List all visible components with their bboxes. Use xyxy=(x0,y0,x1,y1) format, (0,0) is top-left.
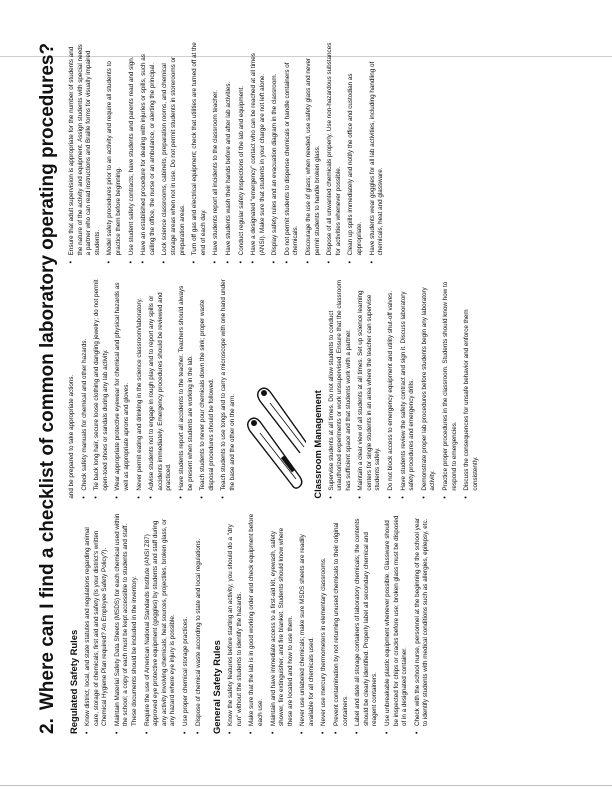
list-item: • Have an established procedure for dealing with injuries or spills, such as calling the office, the nurse or an ambulance, or alerting the principal. xyxy=(140,42,157,263)
general-rules-list xyxy=(227,513,431,734)
list-item: • Have students review the safety contract and sign it. Discuss laboratory safety procedures and emergency drills. xyxy=(400,277,417,498)
list-item: • Never use mercury thermometers in elementary classrooms. xyxy=(320,513,329,734)
list-item: • Maintain and have immediate access to a first-aid kit, eyewash, safety shower, fire extinguisher, and fire blanket. Students should know where these are located and how to use them. xyxy=(270,513,296,734)
list-item: • Turn off gas and electrical equipment; check that utilities are turned off at the end of each day. xyxy=(191,42,208,263)
list-item: • Advise students not to engage in rough play and to report any spills or accidents immediately. Emergency procedures should be reviewed and practiced. xyxy=(148,277,174,498)
list-item: • Use proper chemical storage practices. xyxy=(182,513,191,734)
list-item: • Discuss the consequences for unsafe behavior and enforce them consistently. xyxy=(463,277,480,498)
list-item: • Discourage the use of glass; when needed, use safety glass and never permit students to handle broken glass. xyxy=(305,42,322,263)
list-item: • Teach students to use tongs and to carry a microscope with one hand under the base and the other on the arm. xyxy=(220,277,237,498)
list-item: • Tie back long hair, secure loose clothing and dangling jewelry; do not permit open-toed shoes or sandals during any lab activity. xyxy=(93,277,110,498)
list-item: • Demonstrate proper lab procedures before students begin any laboratory activity. xyxy=(421,277,438,498)
list-item: • Maintain a clear view of all students at all times. Set up science learning centers for single students in an area where the teacher can supervise students safely. xyxy=(357,277,383,498)
list-item: • Dispose of chemical waste according to state and local regulations. xyxy=(195,513,204,734)
list-item: • Do not permit students to dispense chemicals or handle containers of chemicals. xyxy=(284,42,301,263)
list-item: • Use unbreakable plastic equipment whenever possible. Glassware should be inspected for chips or cracks before use; broken glass must be disposed of in a designated container. xyxy=(384,513,410,734)
column-3 xyxy=(68,42,588,263)
list-item: • Ensure that adult supervision is appropriate for the number of students and the nature of the activity and equipment. Assign students with special needs a partner who can read instructions and Braille forms for visually impaired students. xyxy=(68,42,102,263)
list-item: and be prepared to take appropriate actions. xyxy=(68,374,75,499)
bottom-divider xyxy=(0,785,612,786)
list-item: • Have students report all accidents to the teacher. Teachers should always be present when students are working in the lab. xyxy=(178,277,195,498)
list-item: • Wear appropriate protective eyewear for chemical and physical hazards as well as appropriate aprons and gloves. xyxy=(114,277,131,498)
list-item: • Supervise students at all times. Do not allow students to conduct unauthorized experiments or work unsupervised. Ensure that the classroom has sufficient space and that students work with a partner. xyxy=(328,277,354,498)
list-item: • Do not block access to emergency equipment and utility shut-off valves. xyxy=(387,277,396,498)
regulated-rules-list xyxy=(84,513,203,734)
list-item: • Require the use of American National Standards Institute (ANSI Z87) approved eye protective equipment (goggles) by students and staff during any activity involving chemicals, heat sources, projectiles, broken glass, or any hazard where eye injury is possible. xyxy=(144,513,178,734)
classroom-management-continued-list xyxy=(68,42,386,263)
rotated-page xyxy=(36,42,596,734)
section-title-classroom: Classroom Management xyxy=(311,390,323,499)
test-tubes-icon xyxy=(242,373,306,493)
section-title-general: General Safety Rules xyxy=(211,640,223,734)
list-item: • Teach students to never pour chemicals down the sink; proper waste disposal procedures should be followed. xyxy=(199,277,216,498)
list-item: • Know the safety features before starting an activity; you should do a "dry run" without the students to identify the hazards. xyxy=(227,513,244,734)
list-item: • Check safety manuals for chemical and other hazards. xyxy=(81,277,90,498)
test-tubes-illustration xyxy=(242,277,306,492)
list-item: • Prevent contamination by not returning unused chemicals to their original containers. xyxy=(333,513,350,734)
page-title-text: Where can I find a checklist of common laboratory operating procedures? xyxy=(37,42,58,711)
list-item: • Have students report all incidents to the classroom teacher. xyxy=(212,42,221,263)
classroom-management-list xyxy=(328,277,481,498)
list-item: • Maintain Material Safety Data Sheets (MSDS) for each chemical used within the school; a copy of each must be kept accessible to students and staff. These documents should be included in the inventory. xyxy=(114,513,140,734)
list-item: • Display safety rules and an evacuation diagram in the classroom. xyxy=(271,42,280,263)
page-number: 2. xyxy=(37,718,58,734)
list-item: • Model safety procedures prior to an activity and require all students to practice them before beginning. xyxy=(106,42,123,263)
list-item: • Make sure that the lab is in good working order and check equipment before each use. xyxy=(248,513,265,734)
list-item: • Have students wear goggles for all lab activities, including handling of chemicals, heat and glassware. xyxy=(369,42,386,263)
page-title xyxy=(36,42,60,734)
list-item: • Practice proper procedures in the classroom. Students should know how to respond to emergencies. xyxy=(442,277,459,498)
list-item: • Use student safety contracts; have students and parents read and sign. xyxy=(128,42,137,263)
list-item: • Never use unlabeled chemicals; make sure MSDS sheets are readily available for all chemicals used. xyxy=(299,513,316,734)
list-item: • Know district, local, and state statutes and regulations regarding animal care, storage of chemicals, first aid and safety (Is your district's written Chemical Hygiene Plan required? An Employee Safety Policy?). xyxy=(84,513,110,734)
content-columns xyxy=(68,42,588,734)
section-title-regulated: Regulated Safety Rules xyxy=(68,629,79,734)
list-item: • Check with the school nurse, personnel at the beginning of the school year to identify students with medical conditions such as allergies, epilepsy, etc. xyxy=(414,513,431,734)
list-item: • Have students wash their hands before and after lab activities. xyxy=(225,42,234,263)
list-item: • Dispose of all unwanted chemicals properly. Use non-hazardous substances for activities whenever possible. xyxy=(326,42,343,263)
list-item: • Have a designated "emergency" contact who can be reached at all times (ANSI). Make sure that students in your charge are not left alone. xyxy=(250,42,267,263)
list-item: • Conduct regular safety inspections of the lab and equipment. xyxy=(238,42,247,263)
list-item: • Label and date all storage containers of laboratory chemicals; the contents should be clearly identified. Properly label all secondary chemical and reagent containers. xyxy=(354,513,380,734)
list-item: • Lock science classrooms, cabinets, preparation rooms, and chemical storage areas when not in use. Do not permit students in storerooms or preparation areas. xyxy=(161,42,187,263)
list-item: • Never permit eating and drinking in the science classroom/laboratory. xyxy=(136,277,145,498)
list-item: • Clean up spills immediately and notify the office and custodian as appropriate. xyxy=(347,42,364,263)
column-2 xyxy=(68,277,588,498)
column-1 xyxy=(68,513,588,734)
general-rules-continued-list xyxy=(68,277,238,498)
